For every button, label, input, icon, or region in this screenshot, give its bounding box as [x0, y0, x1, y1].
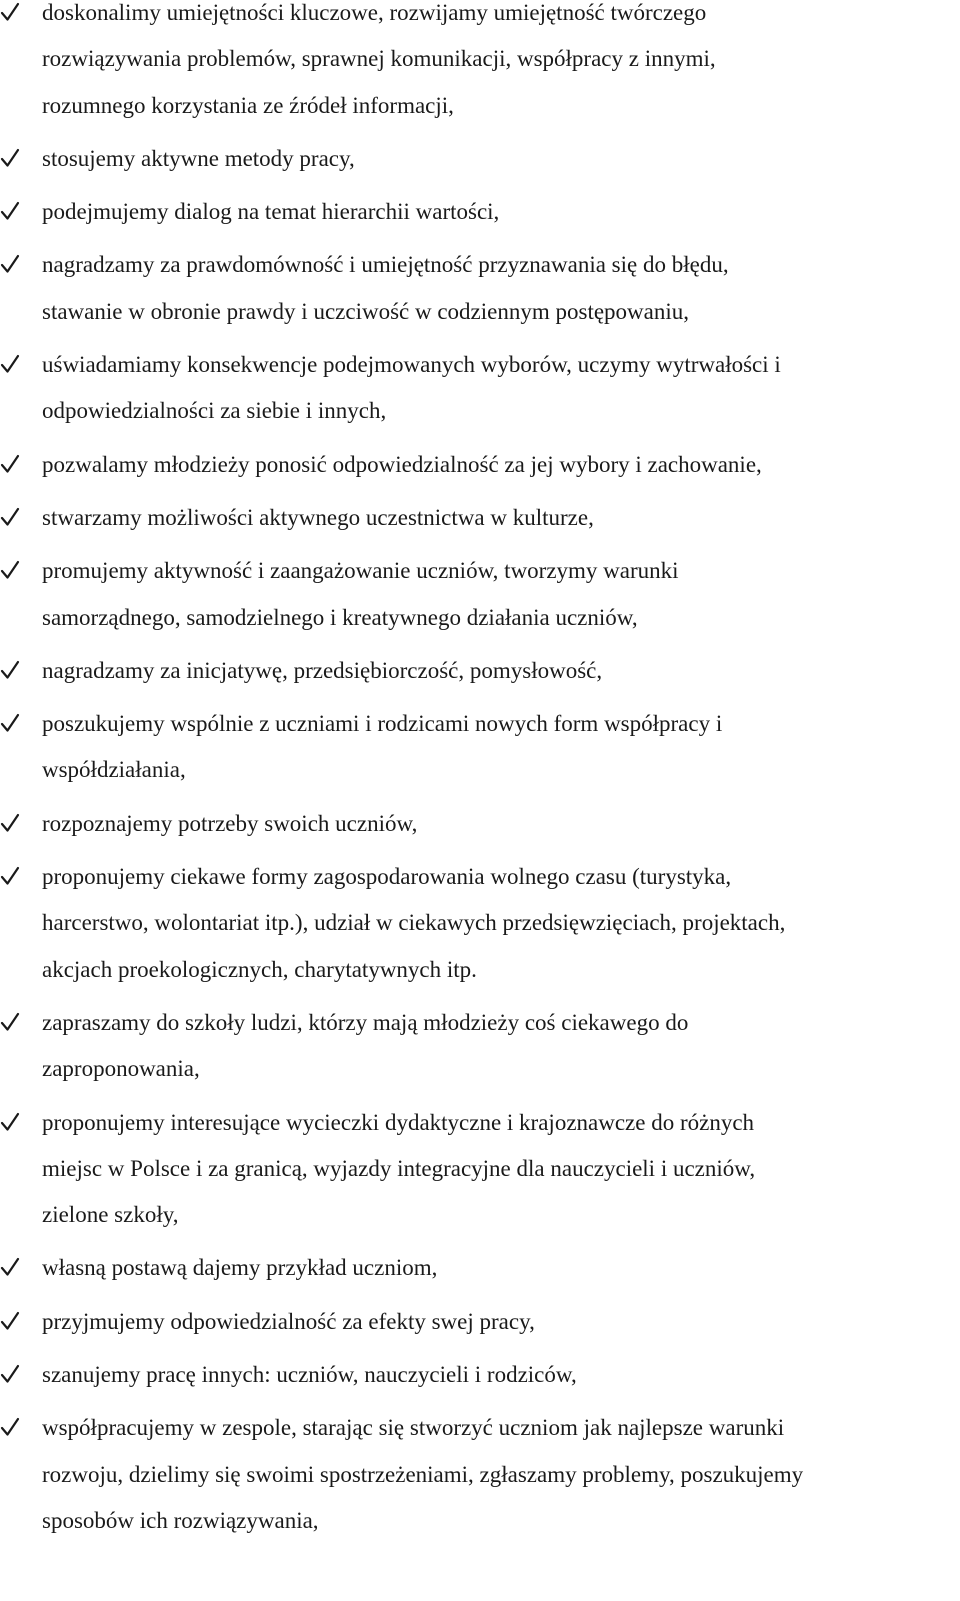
list-item	[0, 1000, 960, 1093]
list-item-text-line: harcerstwo, wolontariat itp.), udział w ciekawych przedsięwzięciach, projektach,	[42, 910, 786, 936]
list-item	[0, 1299, 960, 1345]
list-item-text-line: własną postawą dajemy przykład uczniom,	[42, 1255, 438, 1281]
list-item-text-line: proponujemy interesujące wycieczki dydaktyczne i krajoznawcze do różnych	[42, 1109, 755, 1135]
list-item-text-line: współdziałania,	[42, 757, 186, 783]
list-item	[0, 189, 960, 235]
list-item	[0, 1405, 960, 1544]
list-item-text-line: rozwiązywania problemów, sprawnej komunikacji, współpracy z innymi,	[42, 46, 716, 72]
list-item	[0, 1352, 960, 1398]
check-mark-icon	[0, 712, 20, 734]
check-mark-icon	[0, 865, 20, 887]
list-item-text-line: sposobów ich rozwiązywania,	[42, 1507, 319, 1533]
list-item-text-line: poszukujemy wspólnie z uczniami i rodzicami nowych form współpracy i	[42, 711, 723, 737]
list-item	[0, 548, 960, 641]
list-item	[0, 442, 960, 488]
list-item-text-line: rozwoju, dzielimy się swoimi spostrzeżeniami, zgłaszamy problemy, poszukujemy	[42, 1461, 804, 1487]
check-mark-icon	[0, 147, 20, 169]
list-item-text-line: uświadamiamy konsekwencje podejmowanych wyborów, uczymy wytrwałości i	[42, 352, 781, 378]
list-item	[0, 1245, 960, 1291]
list-item	[0, 136, 960, 182]
check-mark-icon	[0, 1363, 20, 1385]
list-item-text-line: przyjmujemy odpowiedzialność za efekty swej pracy,	[42, 1308, 535, 1334]
list-item	[0, 801, 960, 847]
check-mark-icon	[0, 1256, 20, 1278]
list-item	[0, 495, 960, 541]
list-item-text-line: zielone szkoły,	[42, 1202, 179, 1228]
list-item-text-line: stwarzamy możliwości aktywnego uczestnictwa w kulturze,	[42, 504, 594, 530]
list-item-text-line: pozwalamy młodzieży ponosić odpowiedzialność za jej wybory i zachowanie,	[42, 451, 762, 477]
list-item-text-line: zapraszamy do szkoły ludzi, którzy mają młodzieży coś ciekawego do	[42, 1009, 689, 1035]
list-item	[0, 854, 960, 993]
check-mark-icon	[0, 1111, 20, 1133]
check-mark-icon	[0, 559, 20, 581]
list-item-text-line: doskonalimy umiejętności kluczowe, rozwijamy umiejętność twórczego	[42, 0, 707, 25]
check-mark-icon	[0, 353, 20, 375]
list-item-text-line: promujemy aktywność i zaangażowanie uczniów, tworzymy warunki	[42, 558, 679, 584]
check-mark-icon	[0, 1, 20, 23]
list-item-text-line: samorządnego, samodzielnego i kreatywnego działania uczniów,	[42, 604, 638, 630]
list-item-text-line: nagradzamy za prawdomówność i umiejętność przyznawania się do błędu,	[42, 252, 729, 278]
list-item-text-line: podejmujemy dialog na temat hierarchii wartości,	[42, 199, 500, 225]
list-item-text-line: miejsc w Polsce i za granicą, wyjazdy integracyjne dla nauczycieli i uczniów,	[42, 1155, 756, 1181]
list-item	[0, 1100, 960, 1239]
check-mark-icon	[0, 1011, 20, 1033]
check-mark-icon	[0, 659, 20, 681]
check-mark-icon	[0, 506, 20, 528]
list-item	[0, 342, 960, 435]
list-item-text-line: szanujemy pracę innych: uczniów, nauczycieli i rodziców,	[42, 1362, 577, 1388]
list-item-text-line: rozpoznajemy potrzeby swoich uczniów,	[42, 810, 418, 836]
list-item	[0, 701, 960, 794]
check-mark-icon	[0, 200, 20, 222]
list-item-text-line: stawanie w obronie prawdy i uczciwość w codziennym postępowaniu,	[42, 298, 690, 324]
list-item-text-line: odpowiedzialności za siebie i innych,	[42, 398, 387, 424]
list-item-text-line: zaproponowania,	[42, 1056, 200, 1082]
list-item	[0, 648, 960, 694]
list-item-text-line: nagradzamy za inicjatywę, przedsiębiorczość, pomysłowość,	[42, 657, 603, 683]
list-item-text-line: stosujemy aktywne metody pracy,	[42, 145, 355, 171]
list-item-text-line: akcjach proekologicznych, charytatywnych itp.	[42, 956, 477, 982]
list-item-text-line: rozumnego korzystania ze źródeł informacji,	[42, 92, 454, 118]
check-mark-icon	[0, 1416, 20, 1438]
check-mark-icon	[0, 812, 20, 834]
list-item-text-line: proponujemy ciekawe formy zagospodarowania wolnego czasu (turystyka,	[42, 864, 732, 890]
list-item-text-line: współpracujemy w zespole, starając się stworzyć uczniom jak najlepsze warunki	[42, 1415, 785, 1441]
list-item	[0, 242, 960, 335]
check-mark-icon	[0, 453, 20, 475]
check-mark-icon	[0, 1310, 20, 1332]
list-item	[0, 0, 960, 129]
check-mark-icon	[0, 253, 20, 275]
